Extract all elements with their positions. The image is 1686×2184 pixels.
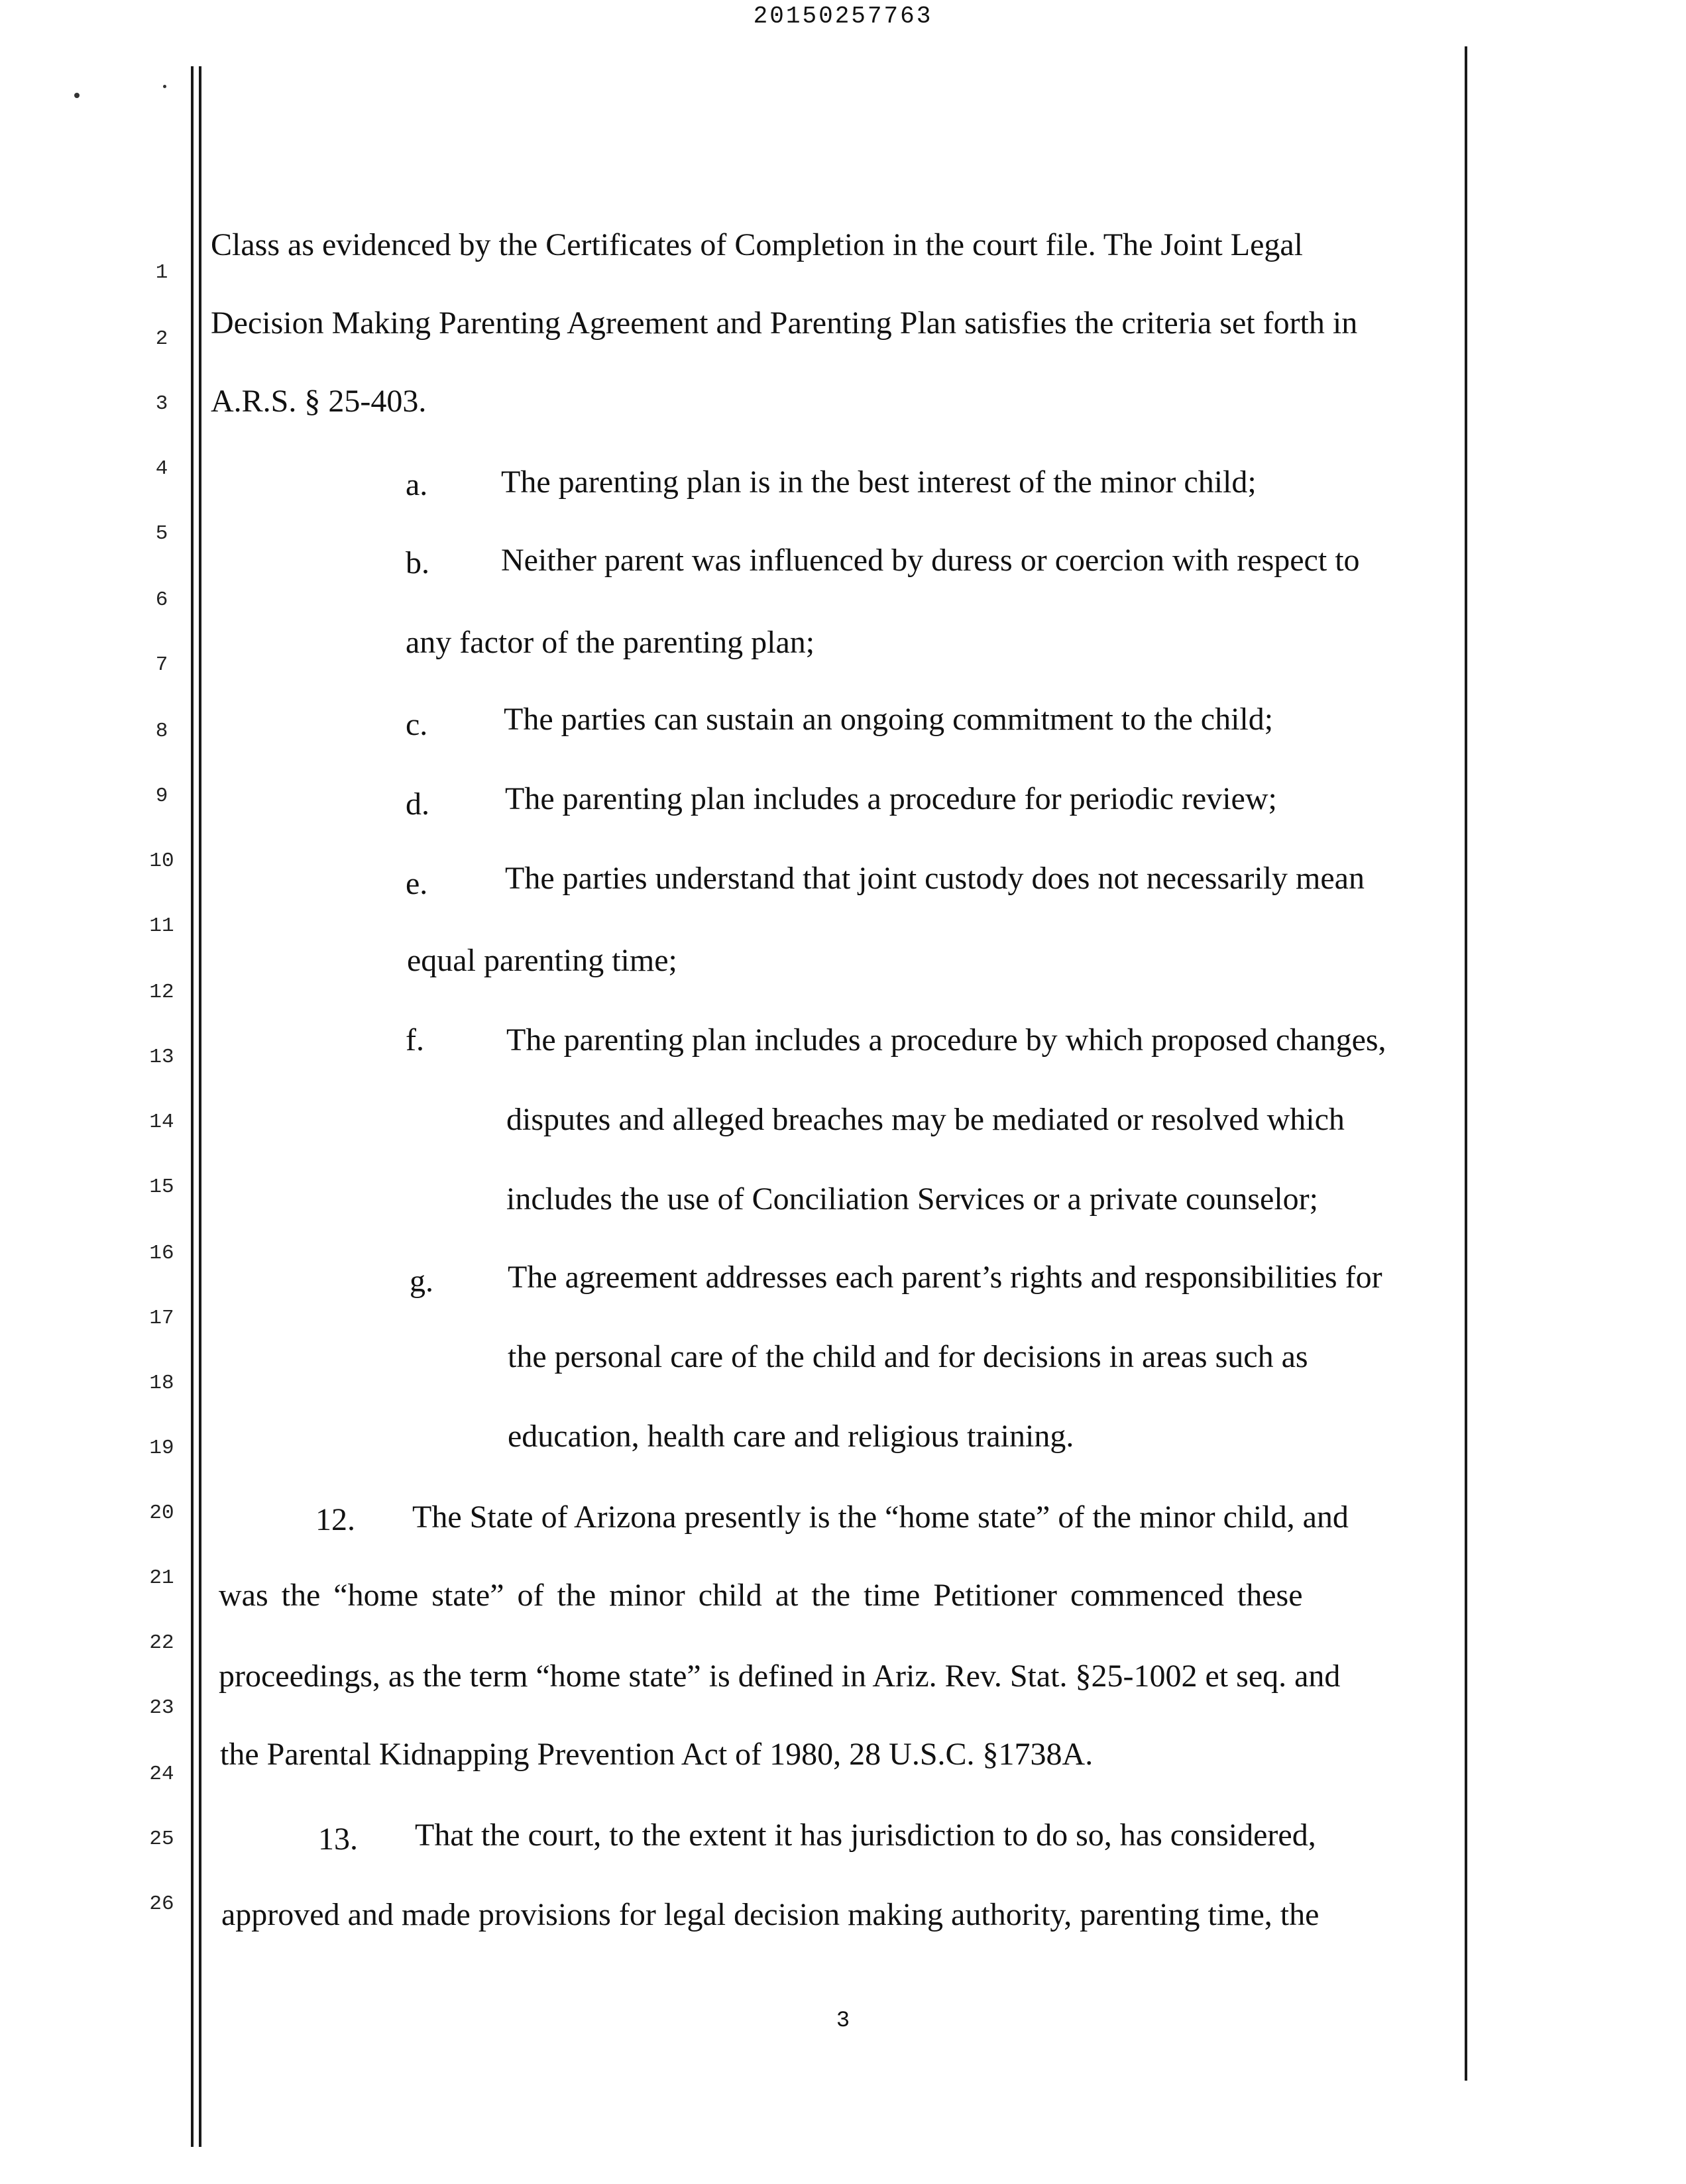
line-number: 12 bbox=[149, 981, 174, 1004]
line-number: 2 bbox=[155, 327, 168, 351]
body-line: approved and made provisions for legal decision making authority, parenting time, the bbox=[221, 1897, 1320, 1932]
body-line: includes the use of Conciliation Services or a private counselor; bbox=[506, 1181, 1318, 1217]
line-number: 22 bbox=[149, 1631, 174, 1655]
scan-speck bbox=[163, 85, 166, 88]
line-number: 18 bbox=[149, 1372, 174, 1395]
line-number: 14 bbox=[149, 1111, 174, 1134]
line-number: 3 bbox=[155, 392, 168, 415]
right-margin-rule bbox=[1465, 46, 1467, 2081]
left-margin-rule-inner bbox=[199, 66, 201, 2147]
list-item-text: The parties understand that joint custody does not necessarily mean bbox=[505, 861, 1365, 896]
line-number: 13 bbox=[149, 1046, 174, 1069]
list-item-text: The parenting plan is in the best interest of the minor child; bbox=[501, 464, 1257, 500]
line-number: 8 bbox=[155, 720, 168, 743]
line-number: 5 bbox=[155, 522, 168, 545]
list-item-text: The parties can sustain an ongoing commitment to the child; bbox=[504, 702, 1274, 737]
line-number: 19 bbox=[149, 1437, 174, 1460]
line-number: 6 bbox=[155, 588, 168, 612]
body-line: proceedings, as the term “home state” is defined in Ariz. Rev. Stat. §25-1002 et seq. and bbox=[219, 1659, 1341, 1694]
list-label: a. bbox=[406, 467, 428, 502]
scan-speck bbox=[74, 93, 80, 98]
body-line: any factor of the parenting plan; bbox=[406, 625, 815, 660]
paragraph-number: 13. bbox=[318, 1822, 358, 1857]
line-number: 21 bbox=[149, 1566, 174, 1590]
line-number: 1 bbox=[155, 261, 168, 284]
line-number: 23 bbox=[149, 1696, 174, 1720]
paragraph-number: 12. bbox=[315, 1502, 355, 1537]
line-number: 17 bbox=[149, 1307, 174, 1330]
list-label: b. bbox=[406, 545, 429, 580]
line-number: 11 bbox=[149, 914, 174, 938]
list-item-text: The agreement addresses each parent’s rights and responsibilities for bbox=[508, 1260, 1382, 1295]
line-number: 20 bbox=[149, 1502, 174, 1525]
list-label: g. bbox=[410, 1264, 433, 1299]
list-label: e. bbox=[406, 866, 428, 901]
page-number: 3 bbox=[836, 2008, 850, 2034]
line-number: 10 bbox=[149, 849, 174, 873]
list-item-text: The parenting plan includes a procedure for periodic review; bbox=[505, 781, 1277, 816]
line-number: 25 bbox=[149, 1828, 174, 1851]
paragraph-text: The State of Arizona presently is the “home state” of the minor child, and bbox=[412, 1500, 1349, 1535]
document-number: 20150257763 bbox=[753, 3, 933, 30]
body-line: was the “home state” of the minor child at the time Petitioner commenced these bbox=[219, 1578, 1303, 1613]
body-line: education, health care and religious training. bbox=[508, 1419, 1074, 1454]
body-line: Class as evidenced by the Certificates of Completion in the court file. The Joint Legal bbox=[211, 227, 1304, 262]
line-number: 9 bbox=[155, 785, 168, 808]
body-line: disputes and alleged breaches may be mediated or resolved which bbox=[506, 1102, 1345, 1137]
line-number: 4 bbox=[155, 457, 168, 480]
body-line: A.R.S. § 25-403. bbox=[211, 384, 427, 419]
list-label: d. bbox=[406, 787, 429, 822]
line-number: 16 bbox=[149, 1242, 174, 1265]
paragraph-text: That the court, to the extent it has jurisdiction to do so, has considered, bbox=[415, 1818, 1316, 1853]
list-item-text: Neither parent was influenced by duress or coercion with respect to bbox=[501, 543, 1360, 578]
body-line: the personal care of the child and for decisions in areas such as bbox=[508, 1339, 1308, 1374]
line-number: 7 bbox=[155, 653, 168, 677]
body-line: the Parental Kidnapping Prevention Act of 1980, 28 U.S.C. §1738A. bbox=[220, 1737, 1094, 1772]
list-label: c. bbox=[406, 707, 428, 742]
list-item-text: The parenting plan includes a procedure by which proposed changes, bbox=[506, 1022, 1386, 1058]
left-margin-rule bbox=[191, 66, 194, 2147]
line-number: 24 bbox=[149, 1763, 174, 1786]
body-line: equal parenting time; bbox=[407, 943, 677, 978]
body-line: Decision Making Parenting Agreement and Parenting Plan satisfies the criteria set forth in bbox=[211, 305, 1358, 341]
line-number: 15 bbox=[149, 1175, 174, 1199]
line-number: 26 bbox=[149, 1892, 174, 1916]
list-label: f. bbox=[406, 1022, 424, 1058]
